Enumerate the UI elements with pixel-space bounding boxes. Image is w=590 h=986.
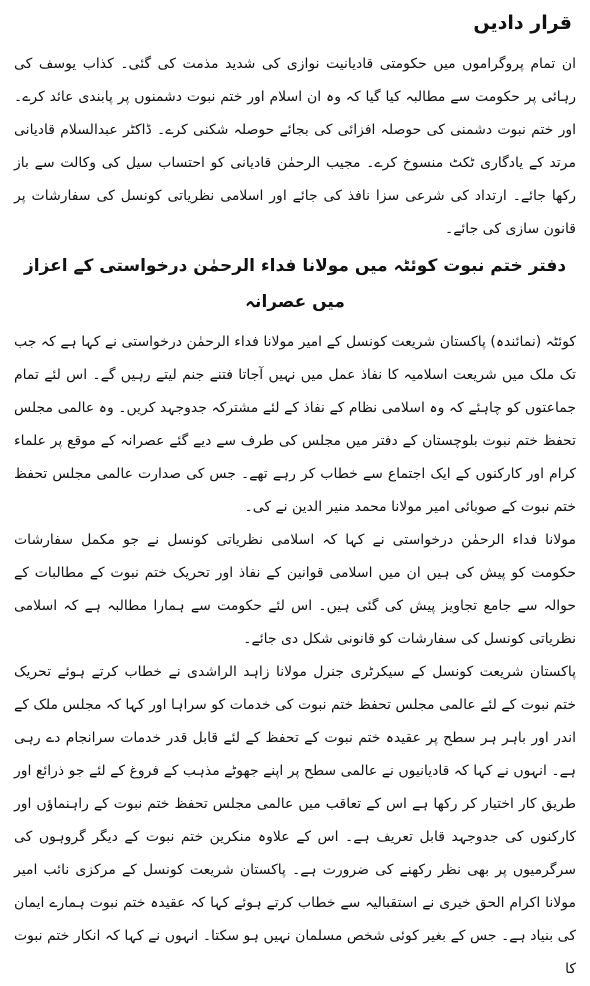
article-headline: دفتر ختم نبوت کوئٹہ میں مولانا فداء الرحمٰن درخواستی کے اعزاز میں عصرانہ <box>23 256 567 312</box>
article-paragraph-2: مولانا فداء الرحمٰن درخواستی نے کہا کہ اسلامی نظریاتی کونسل نے جو مکمل سفارشات حکومت کو پیش کی ہیں ان میں اسلامی قوانین کے نفاذ اور تحریک ختم نبوت کے مطالبات کے حوالہ سے جامع تجاویز پیش کی گئی ہیں۔ اس لئے حکومت سے ہمارا مطالبہ ہے کہ اسلامی نظریاتی کونسل کی سفارشات کو قانونی شکل دی جائے۔ <box>14 532 576 647</box>
section-title: قرار دادیں <box>473 12 572 34</box>
resolutions-paragraph: ان تمام پروگراموں میں حکومتی قادیانیت نوازی کی شدید مذمت کی گئی۔ کذاب یوسف کی رہائی پر حکومت سے مطالبہ کیا گیا کہ وہ ان اسلام اور ختم نبوت دشمنوں پر پابندی عائد کرے۔ اور ختم نبوت دشمنی کی حوصلہ افزائی کی بجائے حوصلہ شکنی کرے۔ ڈاکٹر عبدالسلام قادیانی مرتد کے یادگاری ٹکٹ منسوخ کرے۔ مجیب الرحمٰن قادیانی کو احتساب سیل کی وکالت سے باز رکھا جائے۔ ارتداد کی شرعی سزا نافذ کی جائے اور اسلامی نظریاتی کونسل کی سفارشات پر قانون سازی کی جائے۔ <box>14 56 576 237</box>
article-paragraph-3: پاکستان شریعت کونسل کے سیکرٹری جنرل مولانا زاہد الراشدی نے خطاب کرتے ہوئے تحریک ختم نبوت کے لئے عالمی مجلس تحفظ ختم نبوت کی خدمات کو سراہا اور کہا کہ مجلس ملک کے اندر اور باہر ہر سطح پر عقیدہ ختم نبوت کے تحفظ کے لئے قابل قدر خدمات سرانجام دے رہی ہے۔ انہوں نے کہا کہ قادیانیوں نے عالمی سطح پر اپنے جھوٹے مذہب کے فروغ کے لئے جو ذرائع اور طریق کار اختیار کر رکھا ہے اس کے تعاقب میں عالمی مجلس تحفظ ختم نبوت کے راہنماؤں اور کارکنوں کی جدوجہد قابل تعریف ہے۔ اس کے علاوہ منکرین ختم نبوت کے دیگر گروہوں کی سرگرمیوں پر بھی نظر رکھنے کی ضرورت ہے۔ پاکستان شریعت کونسل کے مرکزی نائب امیر مولانا اکرام الحق خیری نے استقبالیہ سے خطاب کرتے ہوئے کہا کہ عقیدہ ختم نبوت ہمارے ایمان کی بنیاد ہے۔ جس کے بغیر کوئی شخص مسلمان نہیں ہو سکتا۔ انہوں نے کہا کہ انکار ختم نبوت کا <box>14 664 576 977</box>
article-paragraph-1: کوئٹہ (نمائندہ) پاکستان شریعت کونسل کے امیر مولانا فداء الرحمٰن درخواستی نے کہا ہے کہ جب تک ملک میں شریعت اسلامیہ کا نفاذ عمل میں نہیں آجاتا فتنے جنم لیتے رہیں گے۔ اس لئے تمام جماعتوں کو چاہئے کہ وہ اسلامی نظام کے نفاذ کے لئے مشترکہ جدوجہد کریں۔ وہ عالمی مجلس تحفظ ختم نبوت بلوچستان کے دفتر میں مجلس کی طرف سے دیے گئے عصرانہ کے موقع پر علماء کرام اور کارکنوں کے ایک اجتماع سے خطاب کر رہے تھے۔ جس کی صدارت عالمی مجلس تحفظ ختم نبوت کے صوبائی امیر مولانا محمد منیر الدین نے کی۔ <box>14 334 576 515</box>
